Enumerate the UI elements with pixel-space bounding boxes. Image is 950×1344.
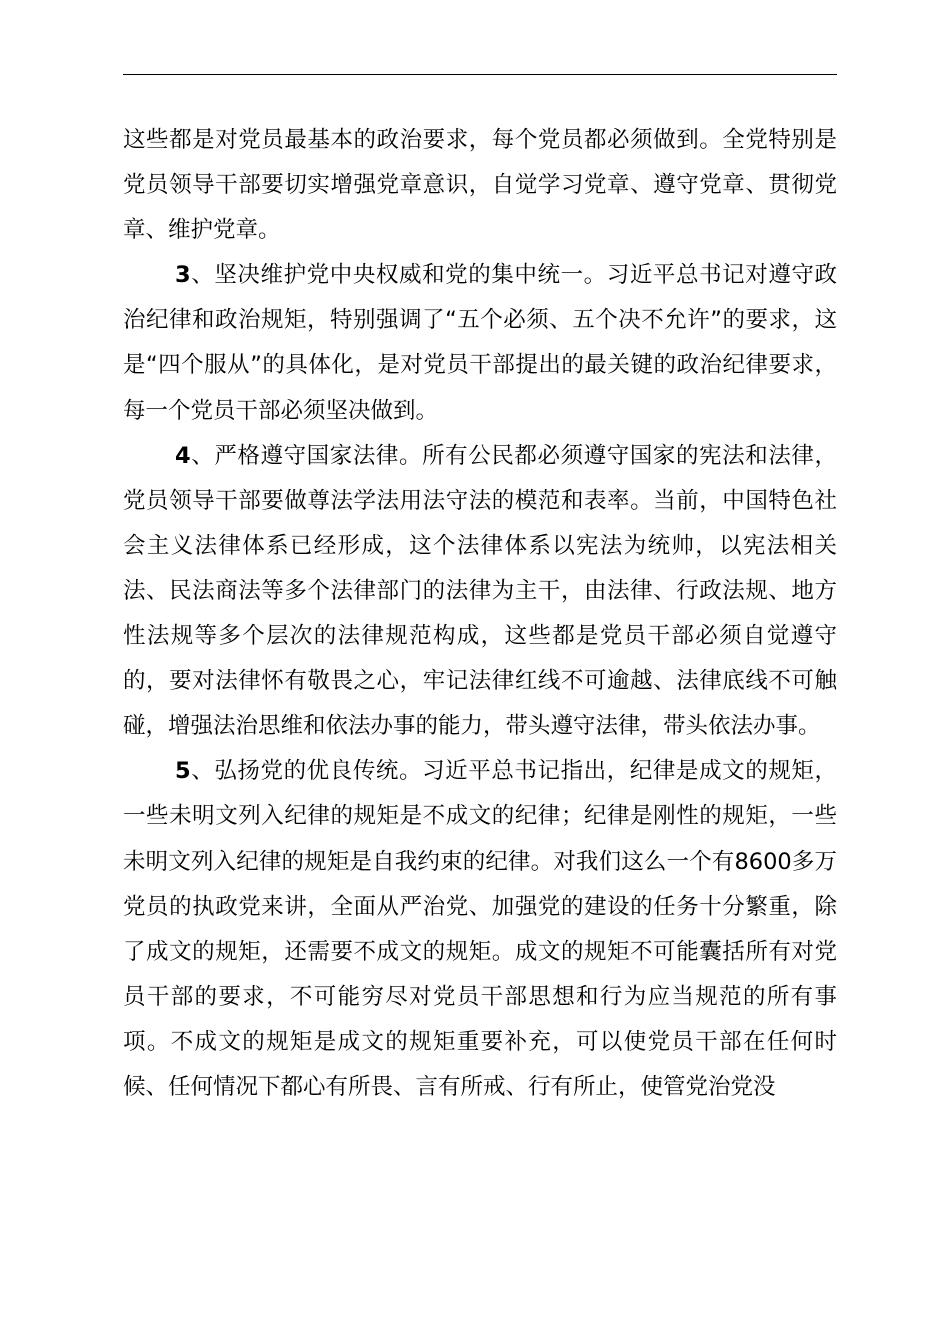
paragraph-text: 、坚决维护党中央权威和党的集中统一。习近平总书记对遵守政治纪律和政治规矩，特别强调了“五个必须、五个决不允许”的要求，这是“四个服从”的具体化，是对党员干部提出的最关键的政治纪律要求，每一个党员干部必须坚决做到。 — [123, 262, 837, 424]
paragraph-text: 、严格遵守国家法律。所有公民都必须遵守国家的宪法和法律，党员领导干部要做尊法学法用法守法的模范和表率。当前，中国特色社会主义法律体系已经形成，这个法律体系以宪法为统帅，以宪法相关法、民法商法等多个法律部门的法律为主干，由法律、行政法规、地方性法规等多个层次的法律规范构成，这些都是党员干部必须自觉遵守的，要对法律怀有敬畏之心，牢记法律红线不可逾越、法律底线不可触碰，增强法治思维和依法办事的能力，带头遵守法律，带头依法办事。 — [123, 442, 837, 740]
paragraph-item-3 — [123, 253, 837, 433]
paragraph-number: 3 — [175, 262, 191, 289]
paragraph-number: 4 — [175, 442, 191, 469]
paragraph-text: 这些都是对党员最基本的政治要求，每个党员都必须做到。全党特别是党员领导干部要切实增强党章意识，自觉学习党章、遵守党章、贯彻党章、维护党章。 — [123, 127, 837, 244]
paragraph-text: 、弘扬党的优良传统。习近平总书记指出，纪律是成文的规矩，一些未明文列入纪律的规矩是不成文的纪律；纪律是刚性的规矩，一些未明文列入纪律的规矩是自我约束的纪律。对我们这么一个有8600多万党员的执政党来讲，全面从严治党、加强党的建设的任务十分繁重，除了成文的规矩，还需要不成文的规矩。成文的规矩不可能囊括所有对党员干部的要求，不可能穷尽对党员干部思想和行为应当规范的所有事项。不成文的规矩是成文的规矩重要补充，可以使党员干部在任何时候、任何情况下都心有所畏、言有所戒、行有所止，使管党治党没 — [123, 758, 837, 1100]
document-body — [123, 118, 837, 1110]
paragraph-continuation — [123, 118, 837, 253]
paragraph-number: 5 — [175, 758, 191, 785]
paragraph-item-4 — [123, 434, 837, 750]
header-rule — [123, 74, 837, 75]
paragraph-item-5 — [123, 749, 837, 1110]
